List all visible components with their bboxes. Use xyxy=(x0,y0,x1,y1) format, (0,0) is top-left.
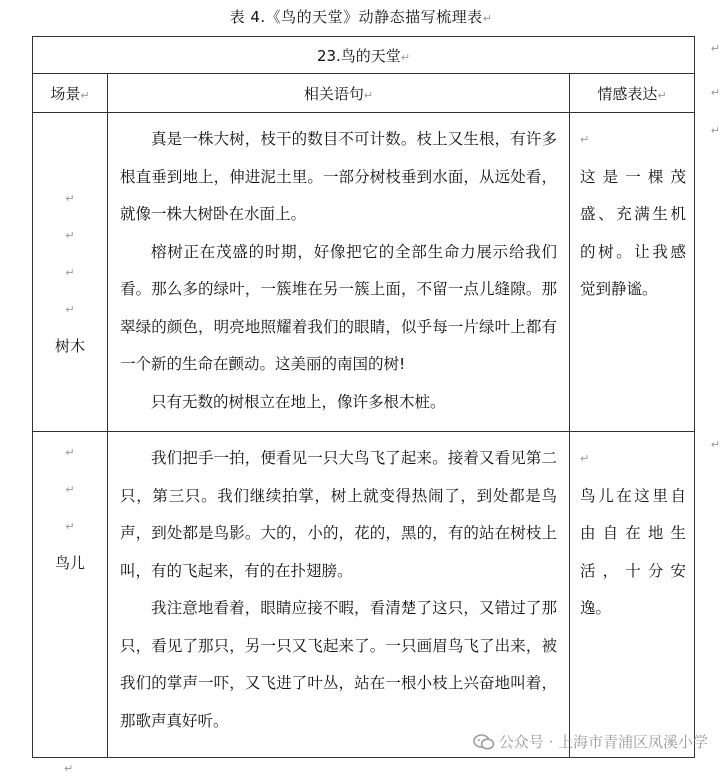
table-row xyxy=(33,113,695,432)
paragraph-mark: ↵ xyxy=(580,452,590,465)
sentence-paragraph: 我注意地看着，眼睛应接不暇，看清楚了这只，又错过了那只，看见了那只，另一只又飞起来了。一只画眉鸟飞了出来，被我们的掌声一吓，又飞进了叶丛，站在一根小枝上兴奋地叫着，那歌声真好听。 xyxy=(120,599,557,730)
watermark xyxy=(473,731,708,752)
sentence-paragraph: 只有无数的树根立在地上，像许多根木桩。 xyxy=(151,392,446,411)
emotion-cell-bird xyxy=(570,432,695,758)
row-end-mark: ↵ xyxy=(710,124,720,137)
sentences-cell-bird xyxy=(108,432,570,758)
scene-cell-bird xyxy=(33,432,108,758)
paragraph-mark: ↵ xyxy=(65,265,75,279)
caption-text: 表 4.《鸟的天堂》动静态描写梳理表 xyxy=(229,8,483,26)
paragraph-mark: ↵ xyxy=(65,191,75,205)
paragraph-mark: ↵ xyxy=(482,12,493,25)
paragraph-mark: ↵ xyxy=(64,762,74,775)
header-sentences-label: 相关语句 xyxy=(303,84,364,103)
scene-name: 树木 xyxy=(54,336,85,355)
sentence-paragraph: 我们把手一拍，便看见一只大鸟飞了起来。接着又看见第二只，第三只。我们继续拍掌，树上就变得热闹了，到处都是鸟声，到处都是鸟影。大的，小的，花的，黑的，有的站在树枝上叫，有的飞起来，有的在扑翅膀。 xyxy=(120,449,557,580)
watermark-text: 公众号 · 上海市青浦区凤溪小学 xyxy=(498,733,708,751)
sentence-paragraph: 真是一株大树，枝干的数目不可计数。枝上又生根，有许多根直垂到地上，伸进泥土里。一部分树枝垂到水面，从远处看，就像一株大树卧在水面上。 xyxy=(120,130,557,223)
header-scene-label: 场景 xyxy=(50,84,81,103)
paragraph-mark: ↵ xyxy=(80,88,90,102)
paragraph-mark: ↵ xyxy=(65,302,75,316)
paragraph-mark: ↵ xyxy=(65,520,75,533)
paragraph-mark: ↵ xyxy=(363,88,374,102)
paragraph-mark: ↵ xyxy=(400,50,411,64)
sentence-paragraph: 榕树正在茂盛的时期，好像把它的全部生命力展示给我们看。那么多的绿叶，一簇堆在另一簇上面，不留一点儿缝隙。那翠绿的颜色，明亮地照耀着我们的眼睛，似乎每一片绿叶上都有一个新的生命在颤动。这美丽的南国的树! xyxy=(120,242,557,373)
row-end-mark: ↵ xyxy=(710,42,720,55)
wechat-icon xyxy=(473,733,495,751)
scene-cell-tree xyxy=(33,113,108,432)
header-emotion-label: 情感表达 xyxy=(597,84,658,103)
paragraph-mark: ↵ xyxy=(657,88,667,102)
table-title-row xyxy=(33,37,695,74)
table-row xyxy=(33,432,695,758)
scene-table xyxy=(32,36,695,758)
paragraph-mark: ↵ xyxy=(580,133,590,146)
table-caption xyxy=(0,6,722,27)
table-title-cell xyxy=(33,37,695,74)
table-header-row xyxy=(33,74,695,113)
header-scene xyxy=(33,74,108,113)
emotion-text: 鸟儿在这里自由自在地生活，十分安逸。 xyxy=(580,486,686,617)
paragraph-mark: ↵ xyxy=(65,446,75,459)
header-emotion xyxy=(570,74,695,113)
sentences-cell-tree xyxy=(108,113,570,432)
paragraph-mark: ↵ xyxy=(65,228,75,242)
emotion-text: 这是一棵茂盛、充满生机的树。让我感觉到静谧。 xyxy=(580,167,686,298)
row-end-mark: ↵ xyxy=(710,86,720,99)
header-sentences xyxy=(108,74,570,113)
table-title: 23.鸟的天堂 xyxy=(316,46,401,65)
emotion-cell-tree xyxy=(570,113,695,432)
paragraph-mark: ↵ xyxy=(65,483,75,496)
scene-name: 鸟儿 xyxy=(54,554,85,572)
row-end-mark: ↵ xyxy=(710,438,720,451)
